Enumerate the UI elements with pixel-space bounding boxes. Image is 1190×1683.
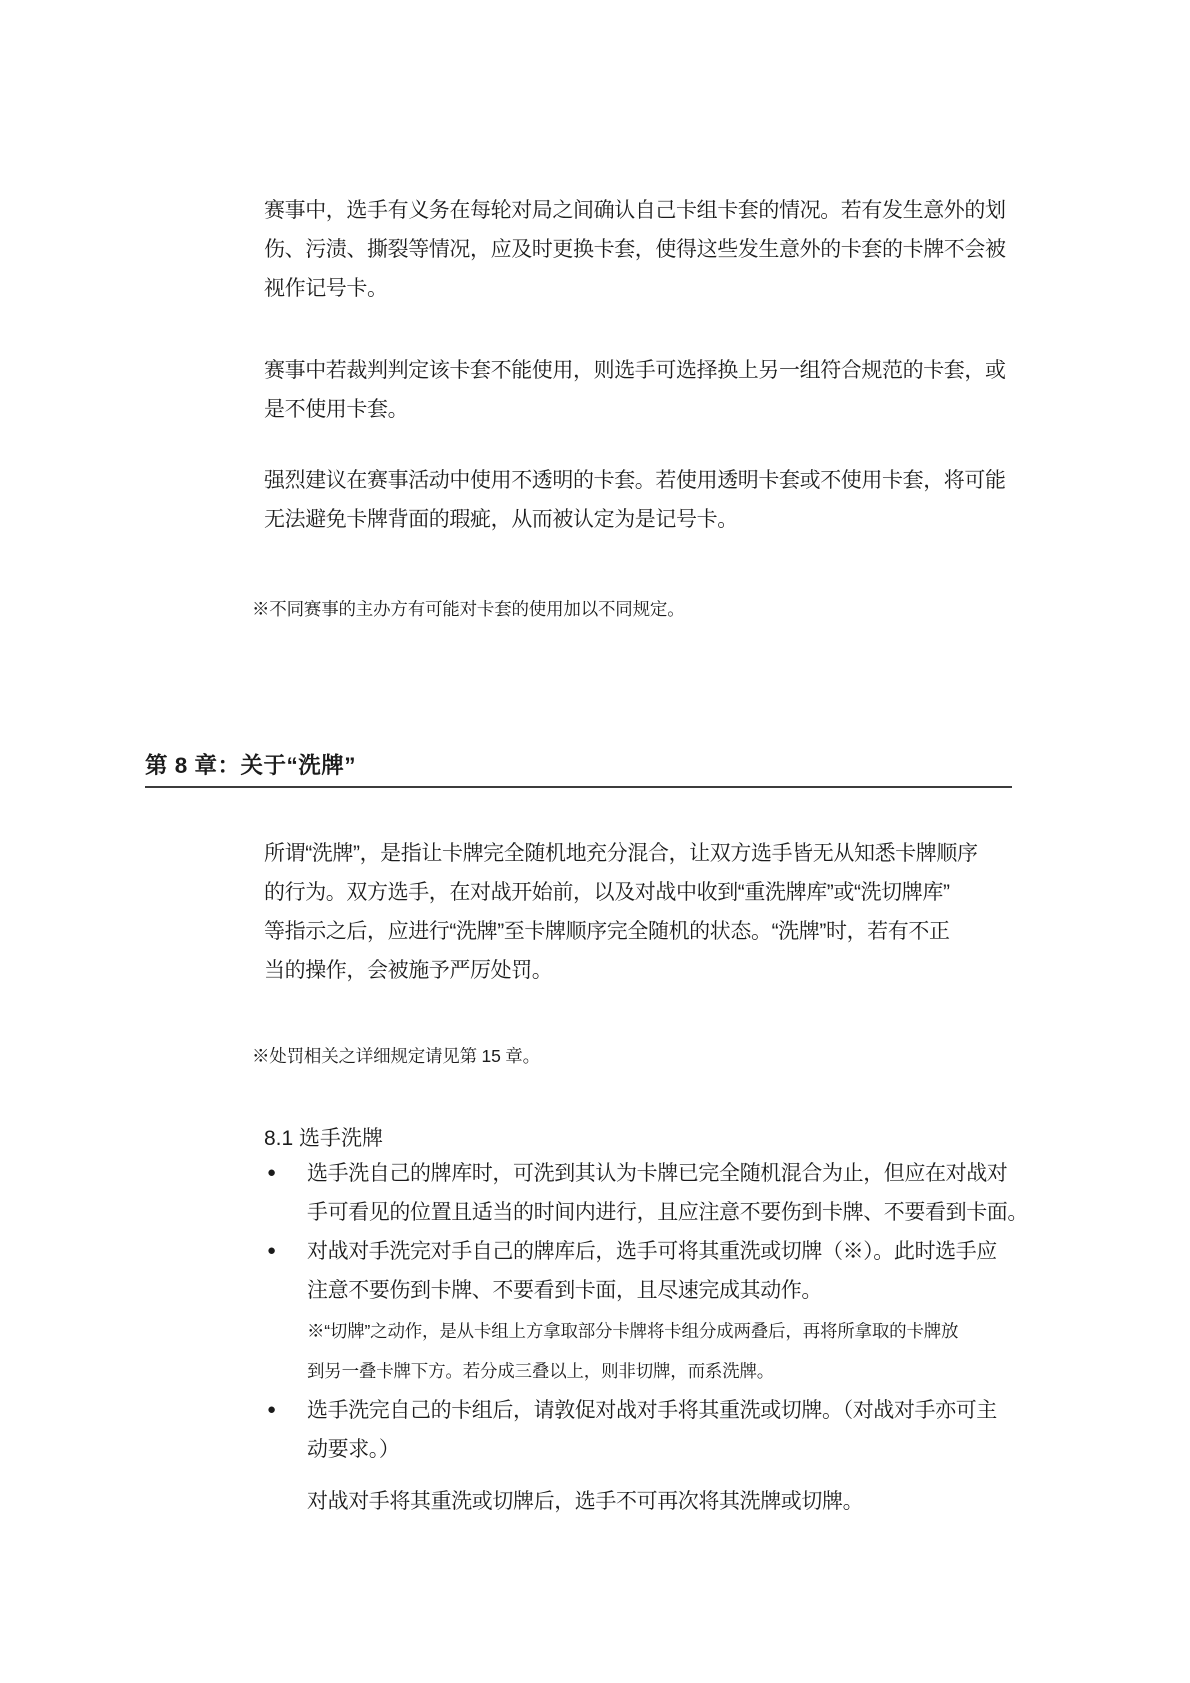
bullet-item-urge-opponent (264, 1391, 997, 1469)
bullet-icon: ● (267, 1242, 276, 1259)
note-organizer-rules (252, 596, 685, 621)
paragraph-shuffle-intro: 所谓“洗牌”，是指让卡牌完全随机地充分混合，让双方选手皆无从知悉卡牌顺序 的行为。双方选手，在对战开始前，以及对战中收到“重洗牌库”或“洗切牌库” 等指示之后，应进行“洗牌”至卡牌顺序完全随机的状态。“洗牌”时，若有不正 当的操作，会被施予严厉处罚。 (264, 842, 978, 982)
heading-rule (145, 786, 1012, 788)
subnote-cut-definition: ※“切牌”之动作，是从卡组上方拿取部分卡牌将卡组分成两叠后，再将所拿取的卡牌放 到另一叠卡牌下方。若分成三叠以上，则非切牌，而系洗牌。 (307, 1321, 959, 1381)
bullet-icon: ● (267, 1164, 276, 1181)
bullet-icon: ● (267, 1401, 276, 1418)
note-organizer-text: ※不同赛事的主办方有可能对卡套的使用加以不同规定。 (252, 599, 685, 619)
paragraph-opaque-advice: 强烈建议在赛事活动中使用不透明的卡套。若使用透明卡套或不使用卡套，将可能 无法避免卡牌背面的瑕疵，从而被认定为是记号卡。 (264, 469, 1006, 531)
chapter-8-heading (145, 748, 356, 780)
section-8-1-heading (264, 1122, 383, 1152)
bullet-text: 对战对手洗完对手自己的牌库后，选手可将其重洗或切牌（※）。此时选手应 注意不要伤到卡牌、不要看到卡面，且尽速完成其动作。 (307, 1240, 997, 1302)
paragraph-judge-ruling: 赛事中若裁判判定该卡套不能使用，则选手可选择换上另一组符合规范的卡套，或 是不使用卡套。 (264, 359, 1006, 421)
note-penalty-reference (252, 1043, 540, 1068)
note-penalty-text: ※处罚相关之详细规定请见第 15 章。 (252, 1046, 540, 1066)
bullet-item-shuffle-own-deck (264, 1154, 1028, 1232)
bullet-text: 选手洗完自己的卡组后，请敦促对战对手将其重洗或切牌。（对战对手亦可主 动要求。） (307, 1399, 997, 1461)
section-8-1-heading-text: 8.1 选手洗牌 (264, 1127, 384, 1150)
paragraph-sleeve-check: 赛事中，选手有义务在每轮对局之间确认自己卡组卡套的情况。若有发生意外的划 伤、污渍、撕裂等情况，应及时更换卡套，使得这些发生意外的卡套的卡牌不会被 视作记号卡。 (264, 199, 1006, 300)
bullet-followup-no-reshuffle: 对战对手将其重洗或切牌后，选手不可再次将其洗牌或切牌。 (307, 1490, 864, 1513)
bullet-text: 选手洗自己的牌库时，可洗到其认为卡牌已完全随机混合为止，但应在对战对 手可看见的位置且适当的时间内进行，且应注意不要伤到卡牌、不要看到卡面。 (307, 1162, 1028, 1224)
chapter-8-heading-text: 第 8 章：关于“洗牌” (145, 753, 357, 778)
bullet-item-opponent-reshuffle (264, 1232, 997, 1310)
